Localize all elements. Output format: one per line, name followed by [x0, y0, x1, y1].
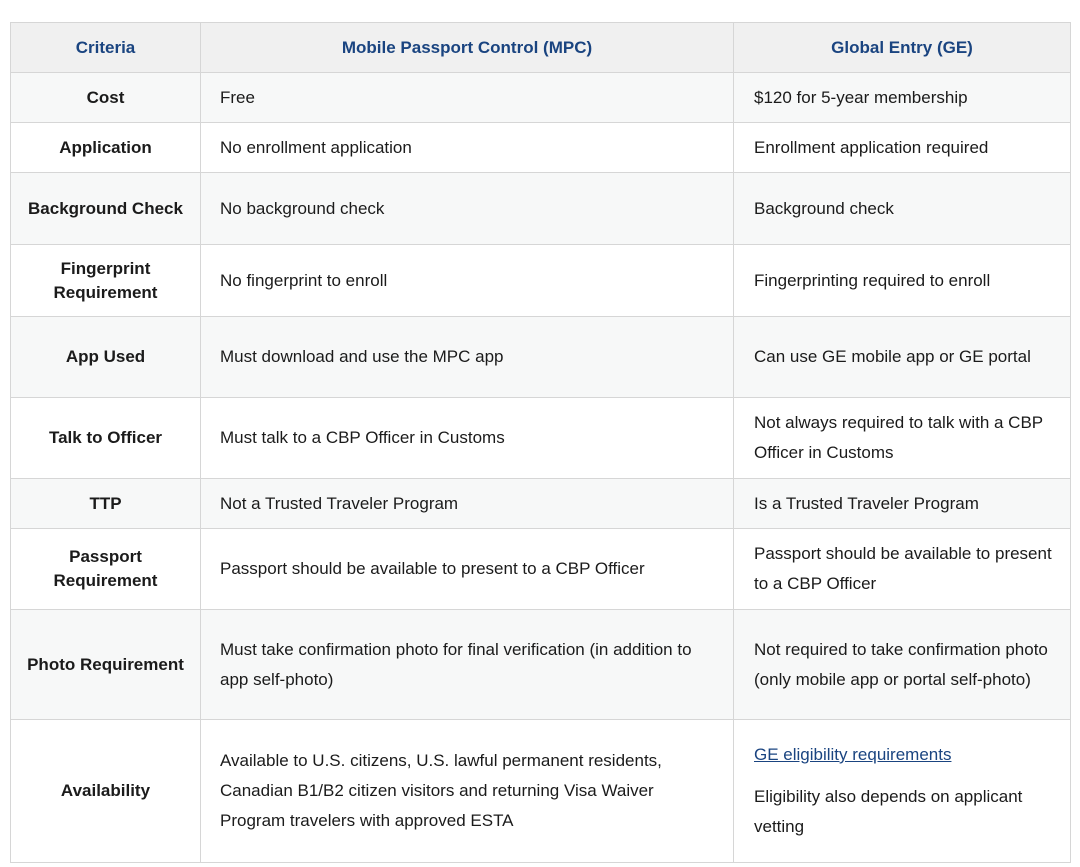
- criteria-cell: Talk to Officer: [11, 398, 201, 479]
- mpc-cell: Not a Trusted Traveler Program: [201, 479, 734, 529]
- criteria-cell: TTP: [11, 479, 201, 529]
- table-header: [11, 23, 1071, 73]
- ge-eligibility-link[interactable]: GE eligibility requirements: [754, 745, 952, 764]
- ge-cell: Not required to take confirmation photo (only mobile app or portal self-photo): [734, 610, 1071, 720]
- criteria-cell: Passport Requirement: [11, 529, 201, 610]
- ge-cell: Is a Trusted Traveler Program: [734, 479, 1071, 529]
- table-row: [11, 479, 1071, 529]
- ge-eligibility-note: Eligibility also depends on applicant vetting: [754, 787, 1023, 836]
- mpc-cell: Free: [201, 73, 734, 123]
- criteria-cell: Application: [11, 123, 201, 173]
- criteria-cell: App Used: [11, 317, 201, 398]
- mpc-cell: No enrollment application: [201, 123, 734, 173]
- header-ge: Global Entry (GE): [734, 23, 1071, 73]
- header-mpc: Mobile Passport Control (MPC): [201, 23, 734, 73]
- mpc-cell: Available to U.S. citizens, U.S. lawful permanent residents, Canadian B1/B2 citizen visitors and returning Visa Waiver Program travelers with approved ESTA: [201, 720, 734, 863]
- table-row: [11, 317, 1071, 398]
- mpc-cell: No fingerprint to enroll: [201, 245, 734, 317]
- table-row: [11, 720, 1071, 863]
- header-criteria: Criteria: [11, 23, 201, 73]
- table-row: [11, 173, 1071, 245]
- table-row: [11, 245, 1071, 317]
- ge-cell: Enrollment application required: [734, 123, 1071, 173]
- table-row: [11, 398, 1071, 479]
- ge-cell: $120 for 5-year membership: [734, 73, 1071, 123]
- criteria-cell: Cost: [11, 73, 201, 123]
- ge-cell: Passport should be available to present to a CBP Officer: [734, 529, 1071, 610]
- table-row: [11, 73, 1071, 123]
- mpc-cell: Must talk to a CBP Officer in Customs: [201, 398, 734, 479]
- ge-cell: [734, 720, 1071, 863]
- mpc-cell: Must download and use the MPC app: [201, 317, 734, 398]
- mpc-vs-ge-comparison-table: [10, 22, 1071, 863]
- comparison-table-wrapper: [10, 22, 1070, 863]
- table-row: [11, 529, 1071, 610]
- ge-cell: Not always required to talk with a CBP Officer in Customs: [734, 398, 1071, 479]
- criteria-cell: Availability: [11, 720, 201, 863]
- ge-cell: Background check: [734, 173, 1071, 245]
- ge-cell: Fingerprinting required to enroll: [734, 245, 1071, 317]
- criteria-cell: Photo Requirement: [11, 610, 201, 720]
- ge-cell: Can use GE mobile app or GE portal: [734, 317, 1071, 398]
- criteria-cell: Fingerprint Requirement: [11, 245, 201, 317]
- table-row: [11, 610, 1071, 720]
- table-row: [11, 123, 1071, 173]
- criteria-cell: Background Check: [11, 173, 201, 245]
- mpc-cell: No background check: [201, 173, 734, 245]
- mpc-cell: Passport should be available to present to a CBP Officer: [201, 529, 734, 610]
- header-row: [11, 23, 1071, 73]
- table-body: [11, 73, 1071, 863]
- mpc-cell: Must take confirmation photo for final verification (in addition to app self-photo): [201, 610, 734, 720]
